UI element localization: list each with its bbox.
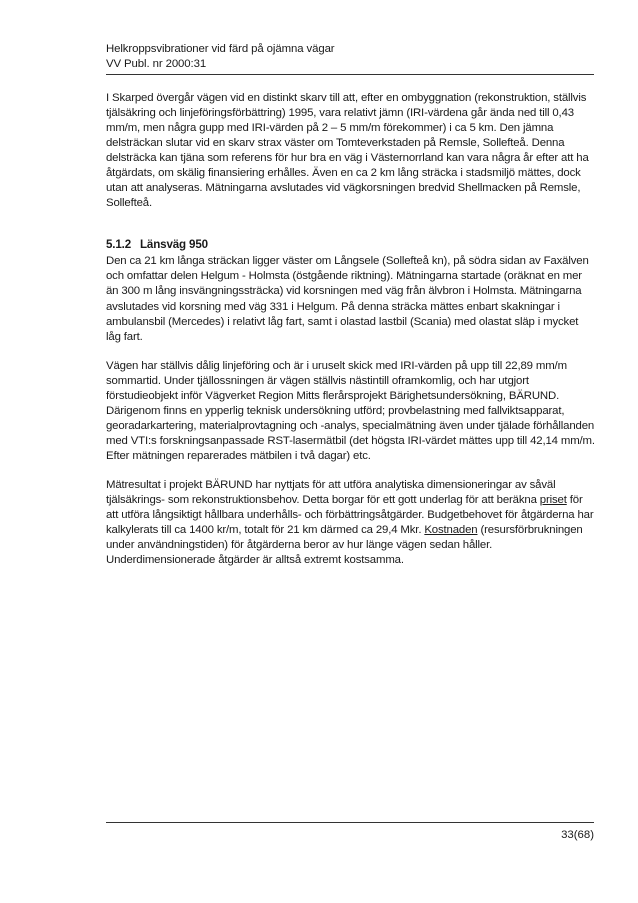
paragraph-2: Vägen har ställvis dålig linjeföring och är i uruselt skick med IRI-värden på upp till 22,89 mm/m sommartid. Under tjällossningen är vägen ställvis nästintill oframkomlig, och har utgjort förstudieobjekt inför Vägverket Region Mitts flerårsprojekt Bärighetsundersökning, BÄRUND. Därigenom finns en ypperlig teknisk undersökning utförd; provbelastning med fallviktsapparat, georadarkartering, materialprovtagning och -analys, specialmätning även under tjälade förhållanden med VTI:s forskningsanpassade RST-lasermätbil (det högsta IRI-värdet mättes upp till 42,14 mm/m. Efter mätningen reparerades mätbilen i två dagar) etc. (106, 359, 595, 462)
document-title: Helkroppsvibrationer vid färd på ojämna vägar (106, 43, 335, 55)
header-divider (106, 74, 594, 75)
section-title: Länsväg 950 (140, 238, 208, 252)
intro-paragraph: I Skarped övergår vägen vid en distinkt skarv till att, efter en ombyggnation (rekonstruktion, ställvis tjälsäkring och linjeföringsförbättring) 1995, vara relativt jämn (IRI-värdena går ända ned till 0,43 mm/m, men några gupp med IRI-värden på 2 – 5 mm/m förekommer) i ca 5 km. Den jämna delsträckan slutar vid en skarv strax väster om Tomteverkstaden på Remsle, Sollefteå. Denna delsträcka kan tjäna som referens för hur bra en väg i Västernorrland kan vara några år efter att ha åtgärdats, om skälig finansiering erhålles. Även en ca 2 km lång sträcka i stadsmiljö mättes, dock utan att analyseras. Mätningarna avslutades vid vägkorsningen bredvid Shellmacken på Remsle, Sollefteå. (106, 92, 589, 210)
publication-number: VV Publ. nr 2000:31 (106, 58, 207, 70)
section-heading (106, 237, 595, 252)
section-number: 5.1.2 (106, 238, 132, 252)
underlined-word-kostnaden: Kostnaden (424, 524, 478, 537)
page-number: 33(68) (561, 829, 594, 841)
page-header (106, 42, 594, 72)
footer-divider (106, 822, 594, 823)
paragraph-3-part-3: (resursförbrukningen under användningstiden) för åtgärderna beror av hur länge vägen sedan håller. Underdimensionerade åtgärder är alltså extremt kostsamma. (106, 524, 583, 567)
paragraph-3-part-1: Mätresultat i projekt BÄRUND har nyttjats för att utföra analytiska dimensioneringar av såväl tjälsäkrings- som rekonstruktionsbehov. Detta borgar för ett gott underlag för att beräkna (106, 478, 556, 507)
paragraph-1: Den ca 21 km långa sträckan ligger väster om Långsele (Sollefteå kn), på södra sidan av Faxälven och omfattar delen Helgum - Holmsta (östgående riktning). Mätningarna startade (oräknat en mer än 300 m lång insvängningssträcka) vid korsningen med väg från älvbron i Holmsta. Mätningarna avslutades vid korsning med väg 331 i Helgum. På denna sträcka mättes enbart skakningar i ambulansbil (Mercedes) i relativt låg fart, samt i olastad lastbil (Scania) med olastat släp i mycket låg fart. (106, 255, 589, 343)
paragraph-3 (106, 478, 595, 568)
paragraph-3-part-2: för att utföra långsiktigt hållbara underhålls- och förbättringsåtgärder. Budgetbehovet för åtgärderna har kalkylerats till ca 1400 kr/m, totalt för 21 km därmed ca 29,4 Mkr. (106, 494, 594, 537)
document-body (106, 91, 595, 582)
underlined-word-priset: priset (539, 494, 567, 507)
